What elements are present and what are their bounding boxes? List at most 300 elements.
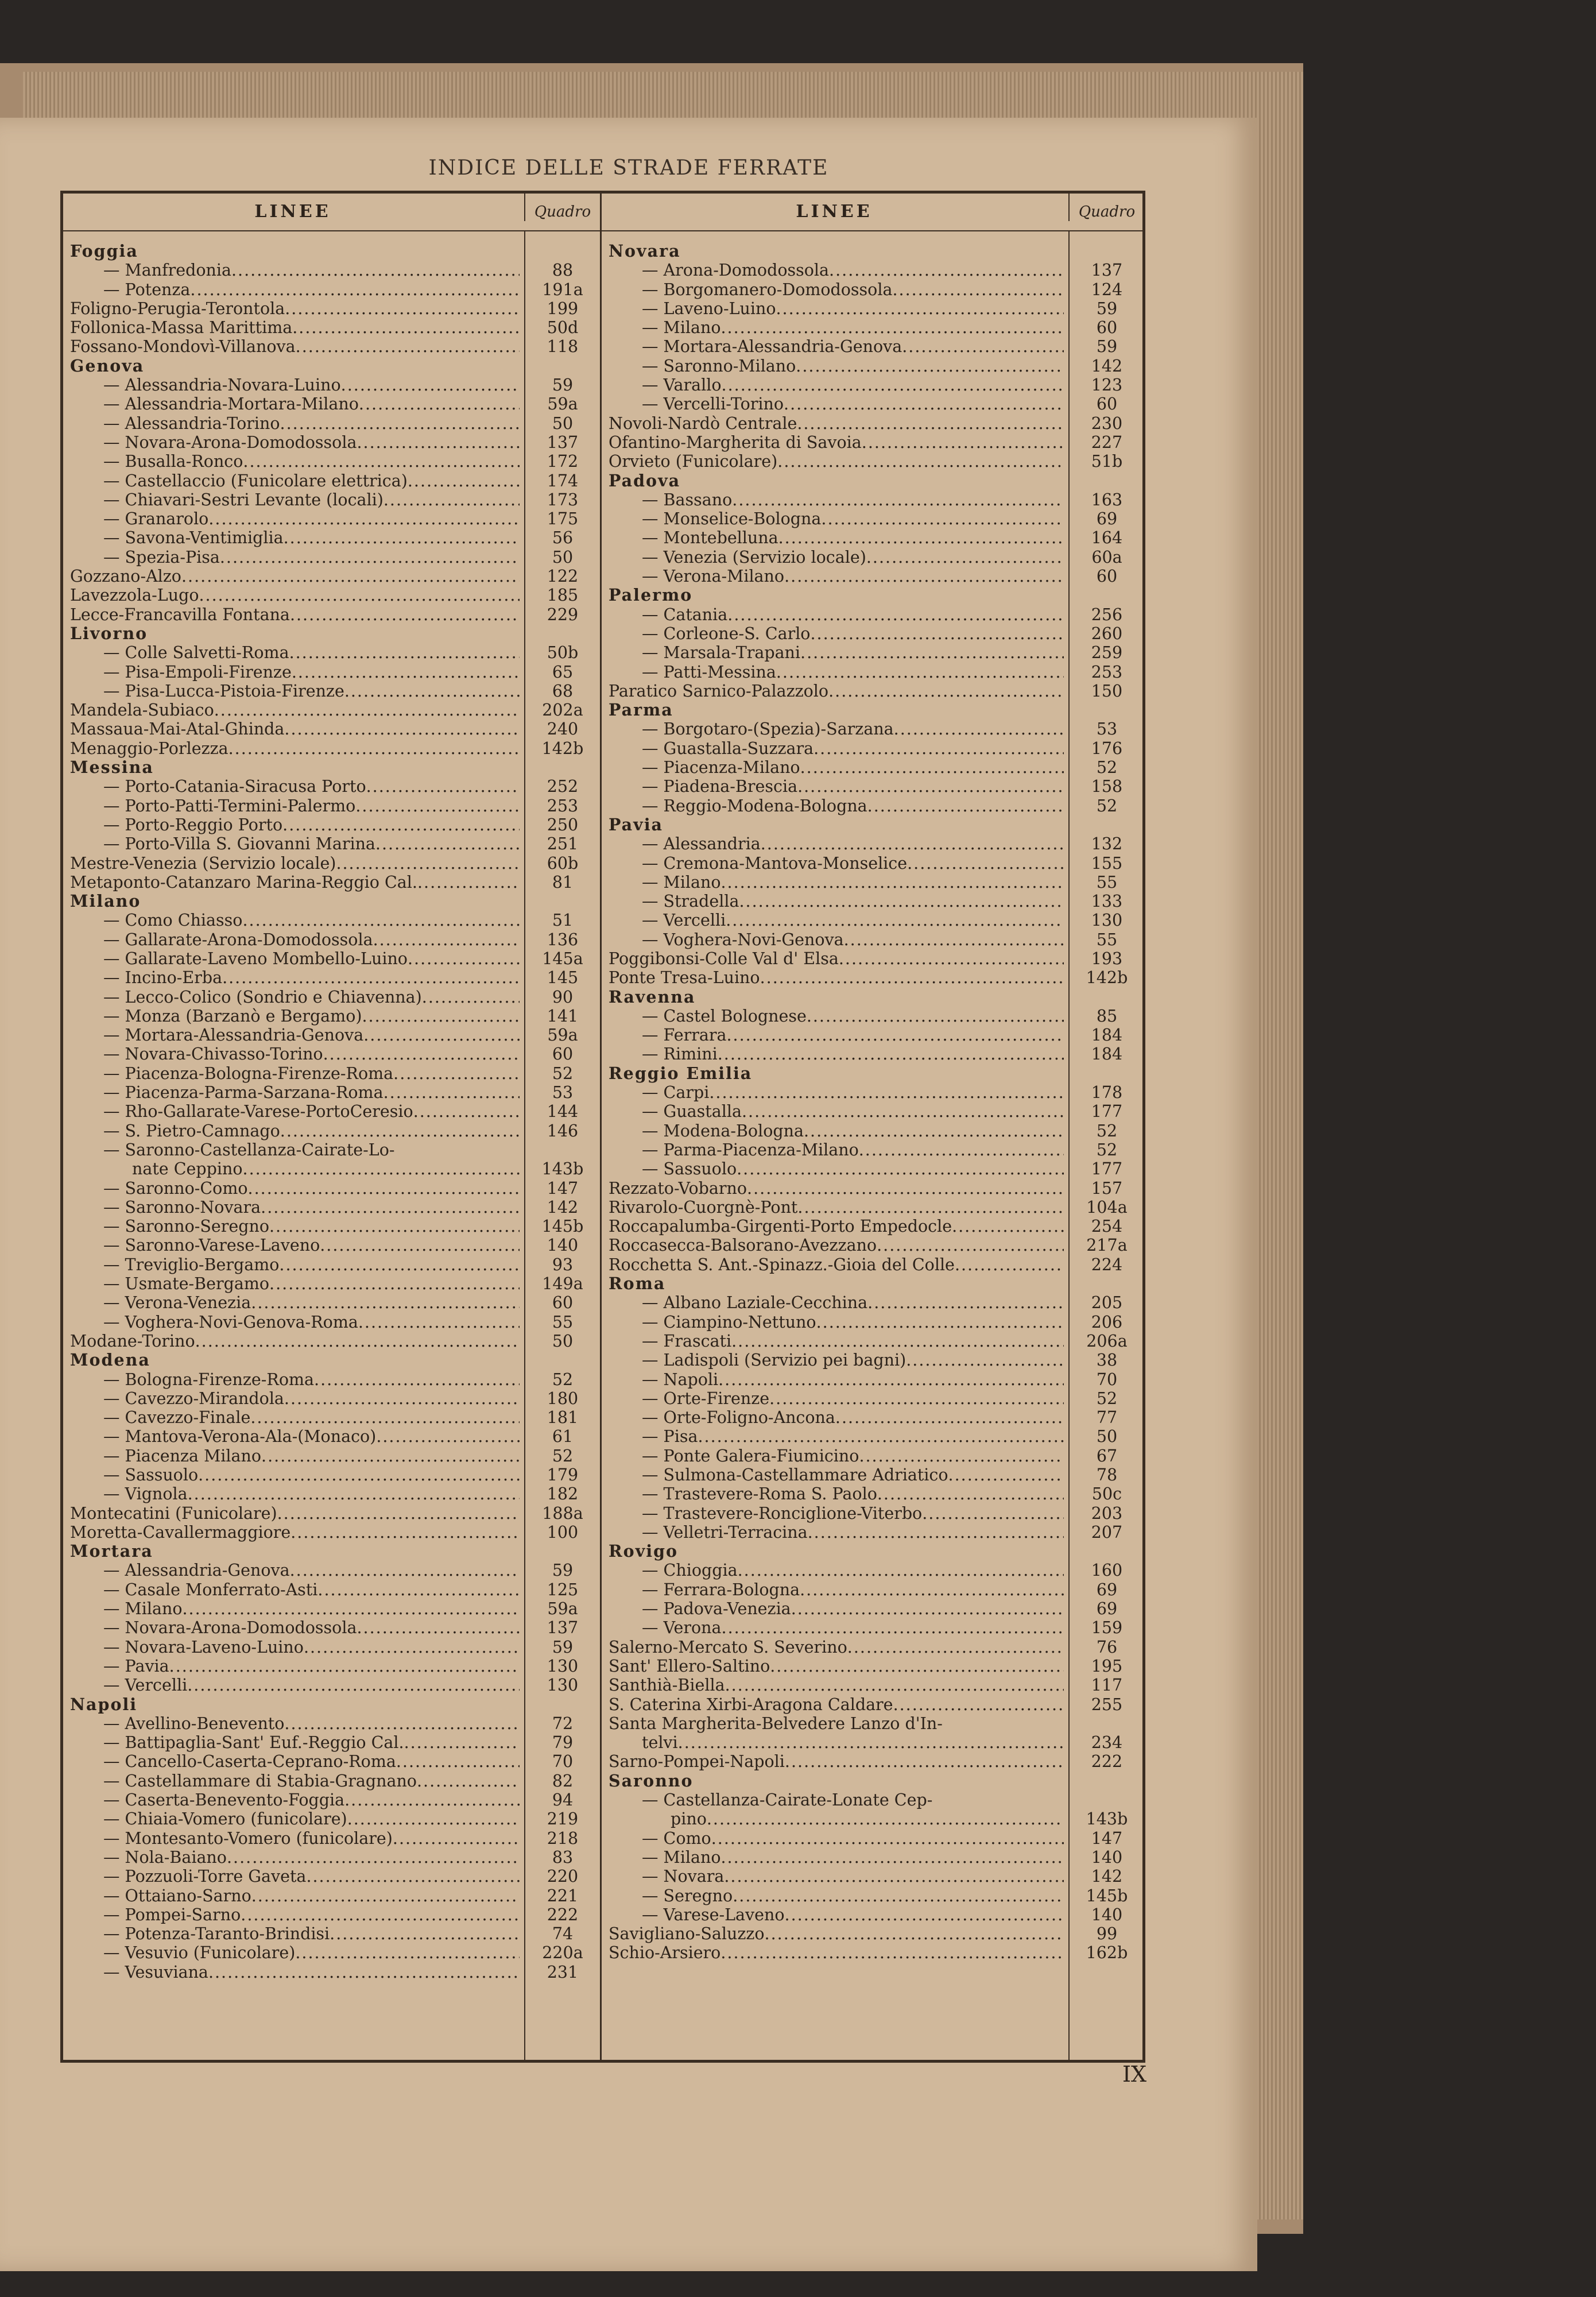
table-number: 145a [542, 949, 583, 968]
line-name: — Incino-Erba ..... [103, 968, 520, 987]
table-number: 185 [547, 586, 579, 605]
index-entry [63, 1447, 600, 1465]
table-number: 160 [1091, 1561, 1123, 1580]
index-entry [602, 854, 1144, 873]
index-entry [63, 1676, 600, 1695]
line-name: — Mantova-Verona-Ala-(Monaco) ..... [103, 1427, 520, 1446]
table-number: 182 [547, 1484, 579, 1504]
index-entry [63, 873, 600, 892]
table-number: 117 [1091, 1676, 1123, 1695]
line-name: — Borgomanero-Domodossola ..... [642, 280, 1064, 299]
table-number: 69 [1096, 509, 1118, 529]
index-entry [63, 1140, 600, 1159]
line-name: Mandela-Subiaco ..... [70, 701, 520, 720]
index-entry [602, 663, 1144, 682]
index-entry [63, 1618, 600, 1637]
line-name: — Vesuvio (Funicolare) ..... [103, 1943, 520, 1962]
index-entry [602, 758, 1144, 777]
index-entry [602, 1657, 1144, 1676]
table-number: 50d [547, 318, 579, 338]
line-name: Massaua-Mai-Atal-Ghinda ..... [70, 720, 520, 738]
table-number: 130 [547, 1656, 579, 1676]
index-entry [63, 1045, 600, 1064]
line-name: — Milano ..... [642, 873, 1064, 892]
index-entry [63, 605, 600, 624]
station-heading [602, 988, 1144, 1007]
line-name: — Como ..... [642, 1829, 1064, 1848]
line-name: — Arona-Domodossola ..... [642, 261, 1064, 280]
table-number: 52 [1096, 1389, 1118, 1408]
line-name: — Voghera-Novi-Genova ..... [642, 930, 1064, 949]
table-number: 157 [1091, 1178, 1123, 1198]
index-entry [63, 1523, 600, 1542]
line-name: Novara [609, 242, 681, 261]
table-number: 144 [547, 1102, 579, 1122]
table-number: 59 [552, 1561, 574, 1580]
index-entry [602, 395, 1144, 413]
line-name: Moretta-Cavallermaggiore ..... [70, 1523, 520, 1542]
table-number: 149a [542, 1274, 583, 1294]
table-number: 137 [1091, 261, 1123, 280]
index-entry [63, 720, 600, 738]
table-number: 224 [1091, 1255, 1123, 1274]
index-entry [63, 1561, 600, 1580]
line-name: — Saronno-Como ..... [103, 1179, 520, 1198]
table-number: 59 [1096, 299, 1118, 318]
index-entry [63, 1236, 600, 1255]
table-number: 59a [547, 1599, 578, 1619]
station-heading [602, 242, 1144, 261]
line-name: — Castellaccio (Funicolare elettrica) ..... [103, 471, 520, 490]
table-number: 88 [552, 261, 574, 280]
line-name: Mortara [70, 1542, 153, 1561]
table-number: 130 [1091, 911, 1123, 930]
table-number: 83 [552, 1847, 574, 1867]
index-entry [63, 1714, 600, 1733]
station-heading [63, 242, 600, 261]
line-name: — Savona-Ventimiglia ..... [103, 528, 520, 547]
station-heading [602, 586, 1144, 605]
index-entry [63, 911, 600, 930]
line-name: Messina [70, 758, 154, 778]
line-name: Ravenna [609, 987, 696, 1007]
index-entry [602, 1122, 1144, 1140]
index-entry [602, 528, 1144, 547]
line-name: — Saronno-Varese-Laveno ..... [103, 1236, 520, 1255]
index-entry [602, 1561, 1144, 1580]
table-number: 145b [541, 1217, 584, 1236]
line-name: — Marsala-Trapani ..... [642, 643, 1064, 662]
station-heading [602, 471, 1144, 490]
line-name: — Saronno-Castellanza-Cairate-Lo- [103, 1140, 395, 1159]
index-entry [602, 892, 1144, 911]
line-name: — Novara-Laveno-Luino ..... [103, 1638, 520, 1657]
line-name: — Porto-Reggio Porto ..... [103, 815, 520, 834]
line-name: — Saronno-Seregno ..... [103, 1217, 520, 1236]
table-number: 218 [547, 1828, 579, 1848]
table-number: 74 [552, 1924, 574, 1944]
table-number: 219 [547, 1809, 579, 1829]
table-number-header: Quadro [1068, 194, 1144, 221]
line-name: Sarno-Pompei-Napoli ..... [609, 1752, 1064, 1771]
line-name: nate Ceppino ..... [132, 1159, 520, 1178]
table-number: 65 [552, 662, 574, 682]
table-number: 205 [1091, 1293, 1123, 1313]
line-name: — Alessandria-Genova ..... [103, 1561, 520, 1580]
table-number: 52 [552, 1064, 574, 1083]
table-number: 52 [1096, 758, 1118, 778]
index-entry [63, 1809, 600, 1828]
line-name: — Borgotaro-(Spezia)-Sarzana ..... [642, 720, 1064, 738]
line-name: — Trastevere-Roma S. Paolo ..... [642, 1484, 1064, 1503]
index-entry [63, 1427, 600, 1446]
line-name: Savigliano-Saluzzo ..... [609, 1924, 1064, 1943]
line-name: — Colle Salvetti-Roma ..... [103, 643, 520, 662]
index-entry [602, 452, 1144, 471]
line-name: Santhià-Biella ..... [609, 1676, 1064, 1695]
line-name: — Trastevere-Ronciglione-Viterbo ..... [642, 1504, 1064, 1523]
index-entry [602, 567, 1144, 586]
line-name: — Alessandria-Novara-Luino ..... [103, 376, 520, 395]
index-entry [63, 1733, 600, 1752]
line-name: — Varese-Laveno ..... [642, 1905, 1064, 1924]
index-entry [602, 1943, 1144, 1962]
line-name: — Potenza ..... [103, 280, 520, 299]
index-entry [63, 548, 600, 567]
index-entry [63, 452, 600, 471]
index-entry [602, 1752, 1144, 1771]
table-number: 60a [1091, 547, 1122, 567]
line-name: Parma [609, 701, 673, 720]
index-entry [602, 1733, 1144, 1752]
table-number: 143b [541, 1159, 584, 1179]
index-entry [602, 1236, 1144, 1255]
line-name: — Piacenza Milano ..... [103, 1447, 520, 1465]
index-entry [602, 1848, 1144, 1867]
index-entry [602, 1905, 1144, 1924]
line-name: — Milano ..... [642, 1848, 1064, 1867]
line-name: — Como Chiasso ..... [103, 911, 520, 930]
index-entry [602, 1504, 1144, 1523]
index-entry [602, 911, 1144, 930]
index-entry [63, 376, 600, 395]
index-entry [63, 395, 600, 413]
table-number: 158 [1091, 777, 1123, 796]
table-number: 52 [1096, 796, 1118, 815]
line-name: Santa Margherita-Belvedere Lanzo d'In- [609, 1714, 943, 1733]
table-number: 94 [552, 1791, 574, 1810]
index-entry [602, 1255, 1144, 1274]
line-name: — Pisa ..... [642, 1427, 1064, 1446]
table-number: 137 [547, 432, 579, 452]
line-name: Gozzano-Alzo ..... [70, 567, 520, 586]
line-name: Ofantino-Margherita di Savoia ..... [609, 433, 1064, 452]
index-entry [602, 1714, 1144, 1733]
index-entry [602, 490, 1144, 509]
table-number: 146 [547, 1121, 579, 1140]
left-entries [63, 242, 600, 1982]
table-number: 142b [1086, 968, 1128, 988]
table-number: 123 [1091, 376, 1123, 395]
table-number: 136 [547, 930, 579, 949]
table-number: 202a [542, 701, 583, 720]
index-entry [602, 930, 1144, 949]
left-column [63, 194, 600, 2060]
table-number: 177 [1091, 1159, 1123, 1179]
table-number: 220 [547, 1867, 579, 1886]
index-entry [63, 1752, 600, 1771]
index-entry [602, 1370, 1144, 1389]
index-entry [602, 1465, 1144, 1484]
line-name: — Monza (Barzanò e Bergamo) ..... [103, 1007, 520, 1026]
index-entry [602, 739, 1144, 758]
index-entry [63, 663, 600, 682]
table-number: 191a [542, 280, 583, 299]
table-number: 181 [547, 1408, 579, 1428]
line-name: — Alessandria-Torino ..... [103, 414, 520, 433]
index-entry [602, 834, 1144, 853]
table-number: 60b [547, 853, 579, 873]
line-name: Lecce-Francavilla Fontana ..... [70, 605, 520, 624]
index-entry [602, 1007, 1144, 1026]
table-number: 118 [547, 337, 579, 357]
line-name: Lavezzola-Lugo ..... [70, 586, 520, 605]
table-number: 253 [1091, 662, 1123, 682]
lines-header: LINEE [254, 202, 331, 222]
table-number: 193 [1091, 949, 1123, 968]
line-name: — Catania ..... [642, 605, 1064, 624]
table-number: 143b [1086, 1809, 1128, 1829]
index-entry [602, 643, 1144, 662]
line-name: — Porto-Catania-Siracusa Porto ..... [103, 777, 520, 796]
index-entry [63, 1772, 600, 1791]
table-number: 104a [1086, 1197, 1128, 1217]
table-number: 260 [1091, 624, 1123, 643]
table-number: 175 [547, 509, 579, 529]
line-name: Salerno-Mercato S. Severino ..... [609, 1638, 1064, 1657]
index-entry [602, 318, 1144, 337]
index-entry [63, 1465, 600, 1484]
table-number: 52 [552, 1370, 574, 1389]
table-number: 51 [552, 911, 574, 930]
index-entry [63, 1198, 600, 1217]
lines-header: LINEE [796, 202, 873, 222]
line-name: — Battipaglia-Sant' Euf.-Reggio Cal. ..... [103, 1733, 520, 1752]
index-entry [602, 605, 1144, 624]
index-entry [63, 1848, 600, 1867]
line-name: pino ..... [671, 1809, 1064, 1828]
table-number: 184 [1091, 1045, 1123, 1064]
table-number: 150 [1091, 681, 1123, 701]
index-entry [602, 1886, 1144, 1905]
table-number: 100 [547, 1522, 579, 1542]
line-name: — Vesuviana ..... [103, 1963, 520, 1982]
table-number: 132 [1091, 834, 1123, 854]
line-name: — Mortara-Alessandria-Genova ..... [642, 337, 1064, 356]
table-number: 142 [1091, 1867, 1123, 1886]
table-number: 55 [1096, 872, 1118, 892]
table-number: 50 [1096, 1427, 1118, 1447]
line-name: — Porto-Villa S. Giovanni Marina ..... [103, 834, 520, 853]
line-name: — Busalla-Ronco ..... [103, 452, 520, 471]
line-name: — Alessandria-Mortara-Milano ..... [103, 395, 520, 413]
line-name: Milano [70, 892, 141, 911]
table-number: 206 [1091, 1312, 1123, 1332]
right-entries [602, 242, 1144, 1963]
line-name: — Reggio-Modena-Bologna ..... [642, 796, 1064, 815]
index-entry [63, 1217, 600, 1236]
line-name: Mestre-Venezia (Servizio locale) ..... [70, 854, 520, 873]
line-name: Orvieto (Funicolare) ..... [609, 452, 1064, 471]
line-name: — Novara-Arona-Domodossola ..... [103, 433, 520, 452]
index-entry [63, 1313, 600, 1332]
index-entry [602, 1638, 1144, 1657]
table-number: 69 [1096, 1599, 1118, 1619]
table-number: 222 [547, 1905, 579, 1924]
table-number: 140 [1091, 1847, 1123, 1867]
index-entry [63, 1122, 600, 1140]
line-name: — Cavezzo-Finale ..... [103, 1408, 520, 1427]
line-name: — Novara-Arona-Domodossola ..... [103, 1618, 520, 1637]
line-name: — Verona-Venezia ..... [103, 1293, 520, 1312]
line-name: Metaponto-Catanzaro Marina-Reggio Cal. ..... [70, 873, 520, 892]
line-name: — Parma-Piacenza-Milano ..... [642, 1140, 1064, 1159]
line-name: — Stradella ..... [642, 892, 1064, 911]
index-entry [63, 490, 600, 509]
table-number: 61 [552, 1427, 574, 1447]
line-name: Fossano-Mondovì-Villanova ..... [70, 337, 520, 356]
line-name: — Modena-Bologna ..... [642, 1122, 1064, 1140]
table-number: 220a [542, 1943, 583, 1963]
right-column-header [602, 194, 1144, 231]
line-name: — S. Pietro-Camnago ..... [103, 1122, 520, 1140]
table-number: 250 [547, 815, 579, 834]
line-name: — Granarolo ..... [103, 509, 520, 528]
line-name: Roccasecca-Balsorano-Avezzano ..... [609, 1236, 1064, 1255]
index-entry [602, 1618, 1144, 1637]
index-entry [602, 1484, 1144, 1503]
index-entry [602, 682, 1144, 701]
table-number: 79 [552, 1733, 574, 1753]
table-number: 59 [552, 1637, 574, 1657]
station-heading [602, 815, 1144, 834]
index-entry [602, 1599, 1144, 1618]
index-entry [63, 1657, 600, 1676]
index-entry [63, 261, 600, 280]
index-entry [602, 777, 1144, 796]
index-entry [63, 1179, 600, 1198]
station-heading [602, 1772, 1144, 1791]
station-heading [63, 357, 600, 376]
table-number-header: Quadro [524, 194, 600, 221]
table-number: 221 [547, 1886, 579, 1905]
index-entry [602, 1809, 1144, 1828]
line-name: — Montesanto-Vomero (funicolare) ..... [103, 1829, 520, 1848]
station-heading [602, 1274, 1144, 1293]
index-entry [63, 1064, 600, 1083]
table-number: 55 [1096, 930, 1118, 949]
index-entry [602, 1523, 1144, 1542]
line-name: telvi ..... [642, 1733, 1064, 1752]
line-name: — Pavia ..... [103, 1657, 520, 1676]
line-name: Rovigo [609, 1542, 679, 1561]
index-entry [63, 1886, 600, 1905]
table-number: 147 [547, 1178, 579, 1198]
index-entry [63, 299, 600, 318]
line-name: Foligno-Perugia-Terontola ..... [70, 299, 520, 318]
index-entry [602, 433, 1144, 452]
line-name: — Ottaiano-Sarno ..... [103, 1886, 520, 1905]
index-entry [602, 1791, 1144, 1809]
table-number: 77 [1096, 1408, 1118, 1428]
table-number: 78 [1096, 1465, 1118, 1484]
line-name: — Manfredonia ..... [103, 261, 520, 280]
table-number: 140 [547, 1236, 579, 1255]
table-number: 163 [1091, 490, 1123, 509]
table-number: 93 [552, 1255, 574, 1274]
index-entry [63, 1026, 600, 1045]
index-entry [63, 1389, 600, 1408]
table-number: 142 [547, 1197, 579, 1217]
table-number: 124 [1091, 280, 1123, 299]
line-name: Rezzato-Vobarno ..... [609, 1179, 1064, 1198]
index-entry [63, 1963, 600, 1982]
table-number: 60 [552, 1293, 574, 1313]
line-name: Padova [609, 471, 681, 490]
line-name: — Porto-Patti-Termini-Palermo ..... [103, 796, 520, 815]
table-number: 69 [1096, 1580, 1118, 1599]
table-number: 130 [547, 1676, 579, 1695]
table-number: 72 [552, 1714, 574, 1733]
table-number: 231 [547, 1962, 579, 1982]
line-name: — Venezia (Servizio locale) ..... [642, 548, 1064, 567]
table-number: 50 [552, 547, 574, 567]
table-number: 99 [1096, 1924, 1118, 1944]
line-name: — Albano Laziale-Cecchina ..... [642, 1293, 1064, 1312]
table-number: 140 [1091, 1905, 1123, 1924]
index-entry [63, 949, 600, 968]
index-entry [602, 1408, 1144, 1427]
station-heading [602, 1064, 1144, 1083]
line-name: Schio-Arsiero ..... [609, 1943, 1064, 1962]
line-name: — Bologna-Firenze-Roma ..... [103, 1370, 520, 1389]
station-heading [63, 1351, 600, 1370]
line-name: Paratico Sarnico-Palazzolo ..... [609, 682, 1064, 701]
page-header-title: INDICE DELLE STRADE FERRATE [428, 156, 829, 180]
line-name: — Piadena-Brescia ..... [642, 777, 1064, 796]
table-number: 68 [552, 681, 574, 701]
table-number: 252 [547, 777, 579, 796]
table-number: 256 [1091, 605, 1123, 624]
table-number: 240 [547, 720, 579, 739]
index-entry [63, 701, 600, 720]
line-name: — Sassuolo ..... [103, 1465, 520, 1484]
line-name: — Chioggia ..... [642, 1561, 1064, 1580]
index-entry [63, 643, 600, 662]
table-number: 50 [552, 1331, 574, 1351]
index-entry [63, 815, 600, 834]
left-column-header [63, 194, 600, 231]
line-name: Saronno [609, 1771, 694, 1791]
line-name: Follonica-Massa Marittima ..... [70, 318, 520, 337]
table-number: 217a [1086, 1236, 1128, 1255]
line-name: — Nola-Baiano ..... [103, 1848, 520, 1867]
index-entry [602, 1867, 1144, 1886]
line-name: — Napoli ..... [642, 1370, 1064, 1389]
table-number: 172 [547, 452, 579, 471]
table-number: 207 [1091, 1522, 1123, 1542]
index-entry [63, 337, 600, 356]
